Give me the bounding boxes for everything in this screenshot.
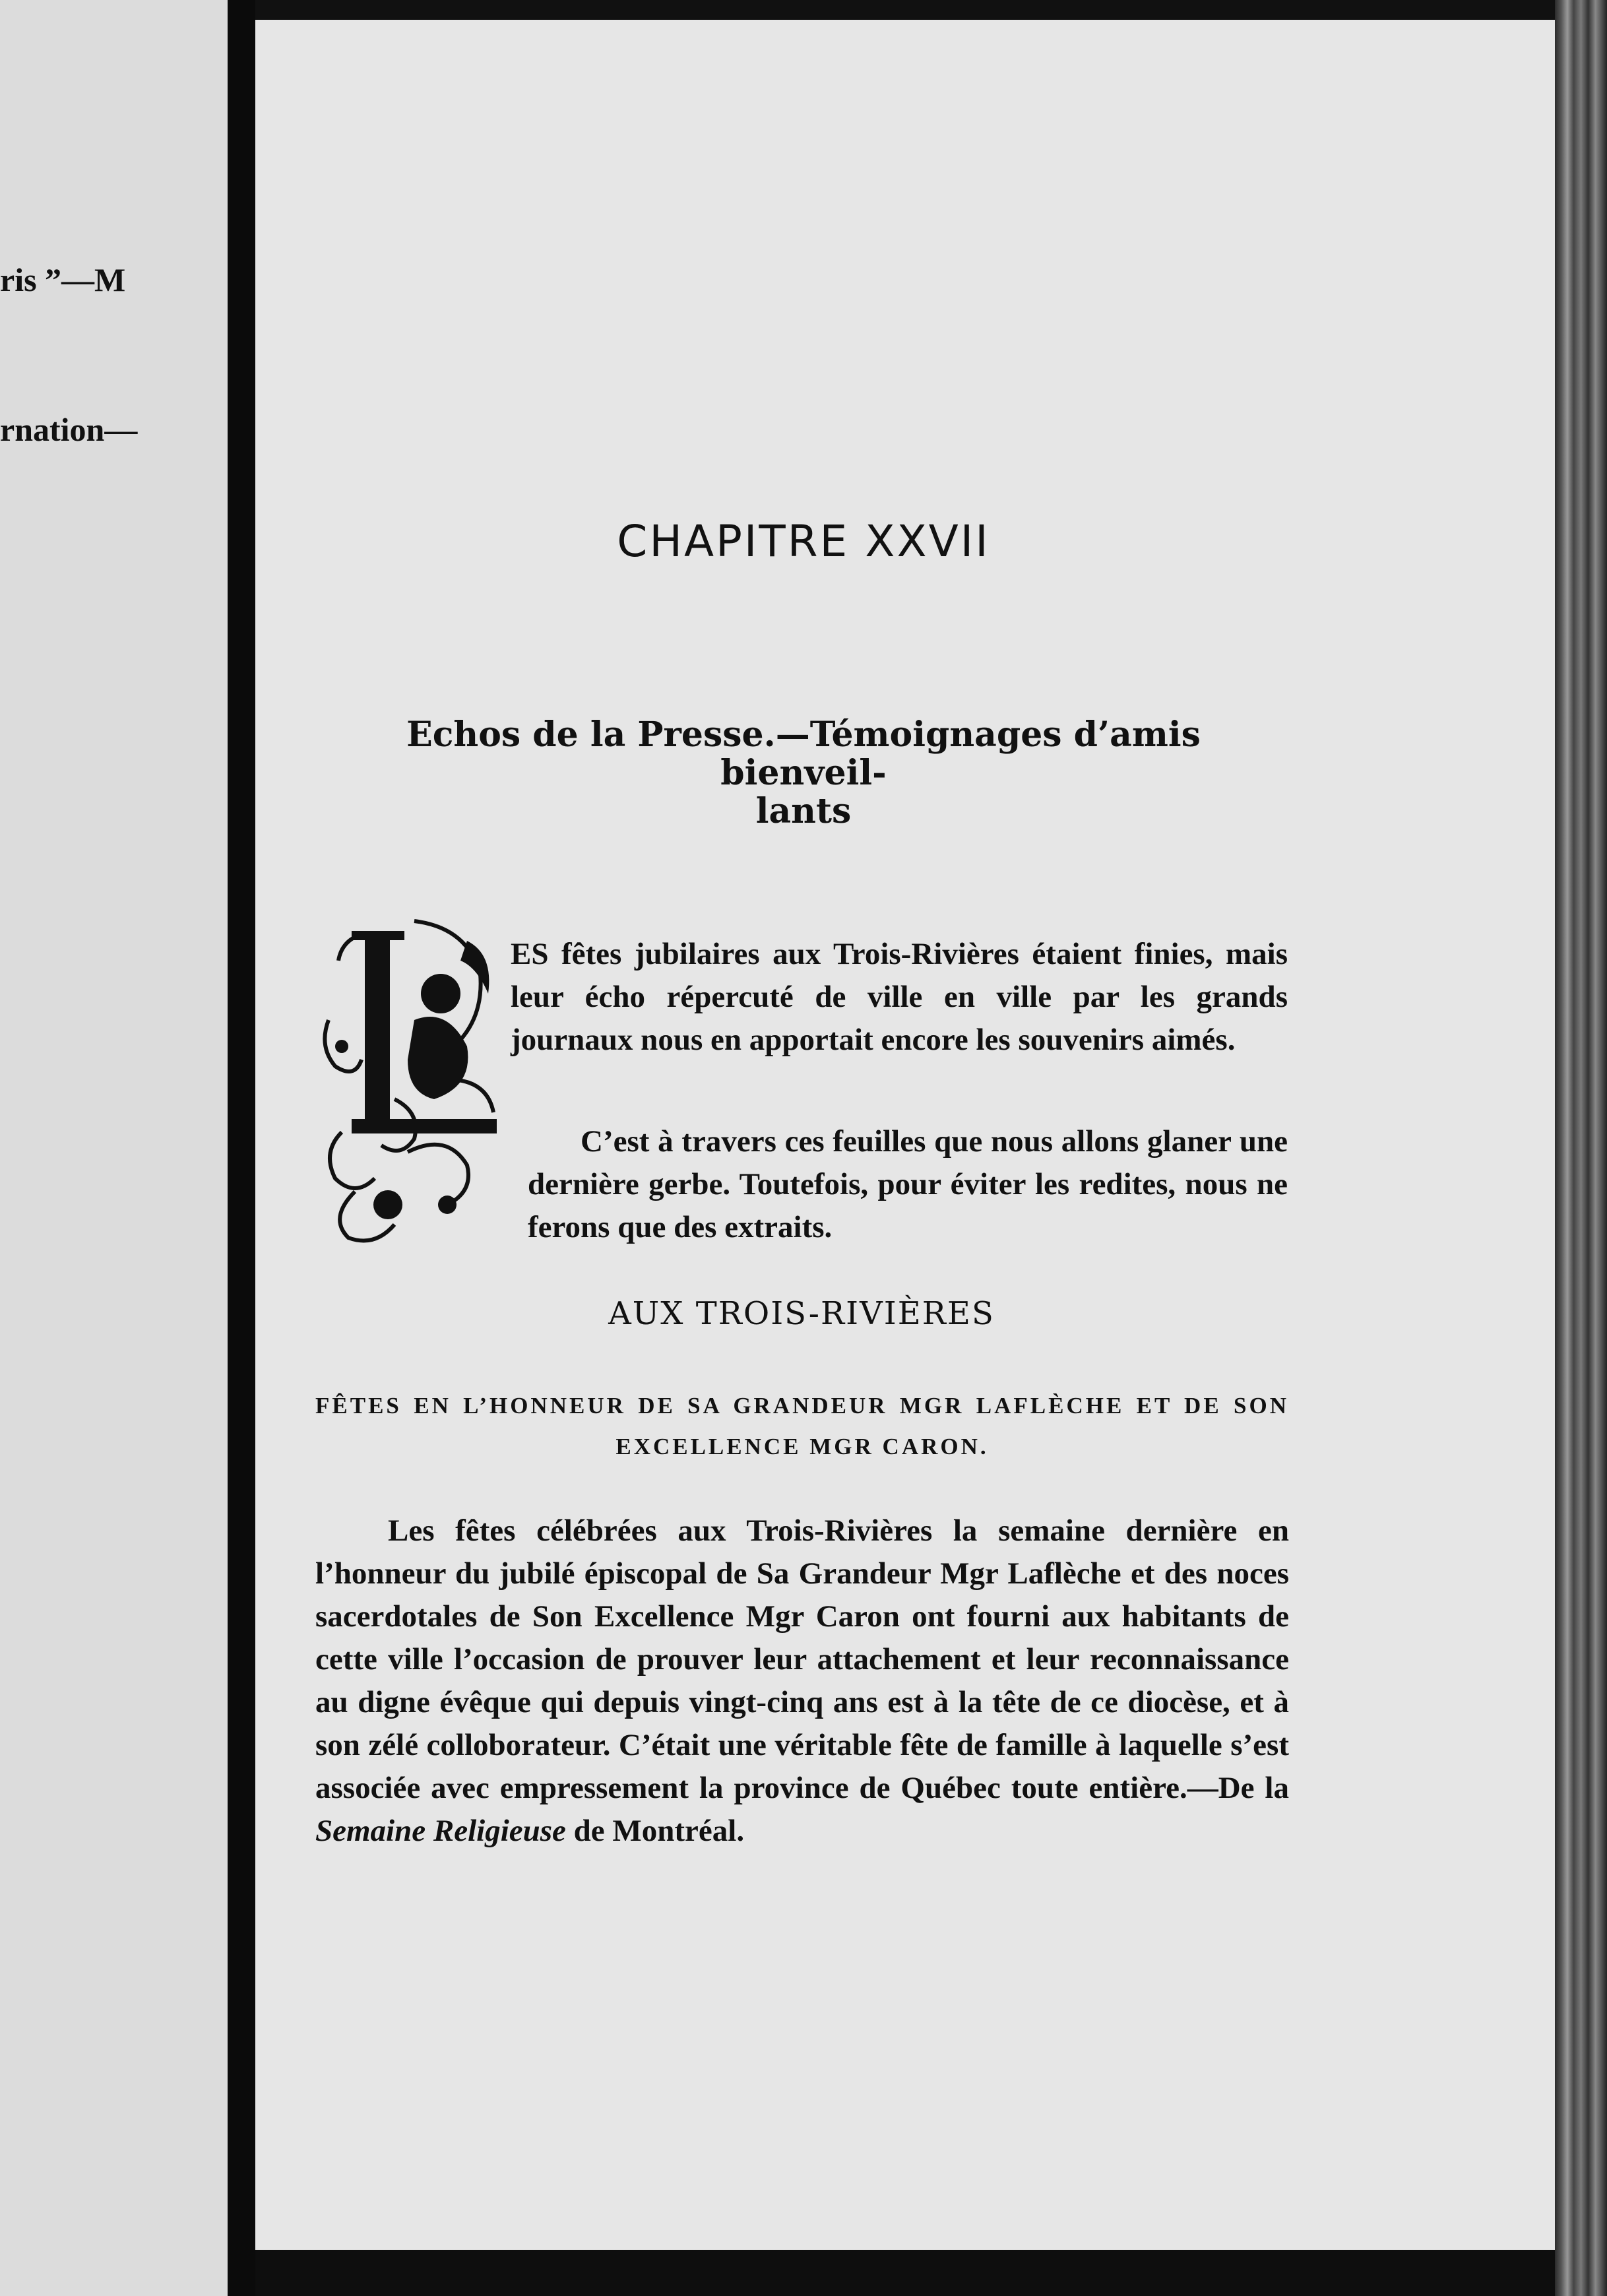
dropcap-ornament-icon	[315, 914, 513, 1251]
left-facing-page	[0, 0, 228, 2296]
section-body-text: Les fêtes célébrées aux Trois-Rivières la semaine dernière en l’honneur du jubilé épiscopal de Sa Grandeur Mgr Laflèche et des noces sacerdotales de Son Excellence Mgr Caron ont fourni aux habitants de cette ville l’occasion de prouver leur attachement et leur reconnaissance au digne évêque qui depuis vingt-cinq ans est à la tête de ce diocèse, et à son zélé colloborateur. C’était une véritable fête de famille à laquelle s’est associée avec empressement la province de Québec toute entière.—De la	[315, 1514, 1289, 1805]
ornamental-dropcap	[315, 914, 513, 1251]
left-page-line-1: ris ”—M	[0, 261, 126, 298]
left-page-line-2: rnation—	[0, 411, 138, 448]
chapter-title	[319, 716, 1288, 831]
chapter-heading-text: CHAPITRE XXVII	[617, 516, 990, 567]
intro-paragraph-2: C’est à travers ces feuilles que nous allons glaner une dernière gerbe. Toutefois, pour éviter les redites, nous ne ferons que des extraits.	[528, 1124, 1288, 1244]
intro-paragraph-1: ES fêtes jubilaires aux Trois-Rivières étaient finies, mais leur écho répercuté de ville en ville par les grands journaux nous en apportait encore les souvenirs aimés.	[511, 937, 1288, 1057]
chapter-title-line-1: Echos de la Presse.—Témoignages d’amis bienveil-	[406, 715, 1201, 794]
source-tail: de Montréal.	[565, 1814, 745, 1848]
source-title: Semaine Religieuse	[315, 1814, 566, 1848]
scan-border-bottom	[255, 2250, 1555, 2296]
section-body	[315, 1510, 1289, 1853]
section-heading: AUX TROIS-RIVIÈRES	[608, 1295, 995, 1332]
section-subheading: FÊTES EN L’HONNEUR DE SA GRANDEUR MGR LAFLÈCHE ET DE SON EXCELLENCE MGR CARON.	[315, 1393, 1289, 1459]
chapter-heading	[0, 516, 1607, 567]
book-gutter	[228, 0, 255, 2296]
scan-border-top	[255, 0, 1607, 20]
page-edge	[1555, 0, 1607, 2296]
chapter-title-line-2: lants	[755, 791, 852, 832]
